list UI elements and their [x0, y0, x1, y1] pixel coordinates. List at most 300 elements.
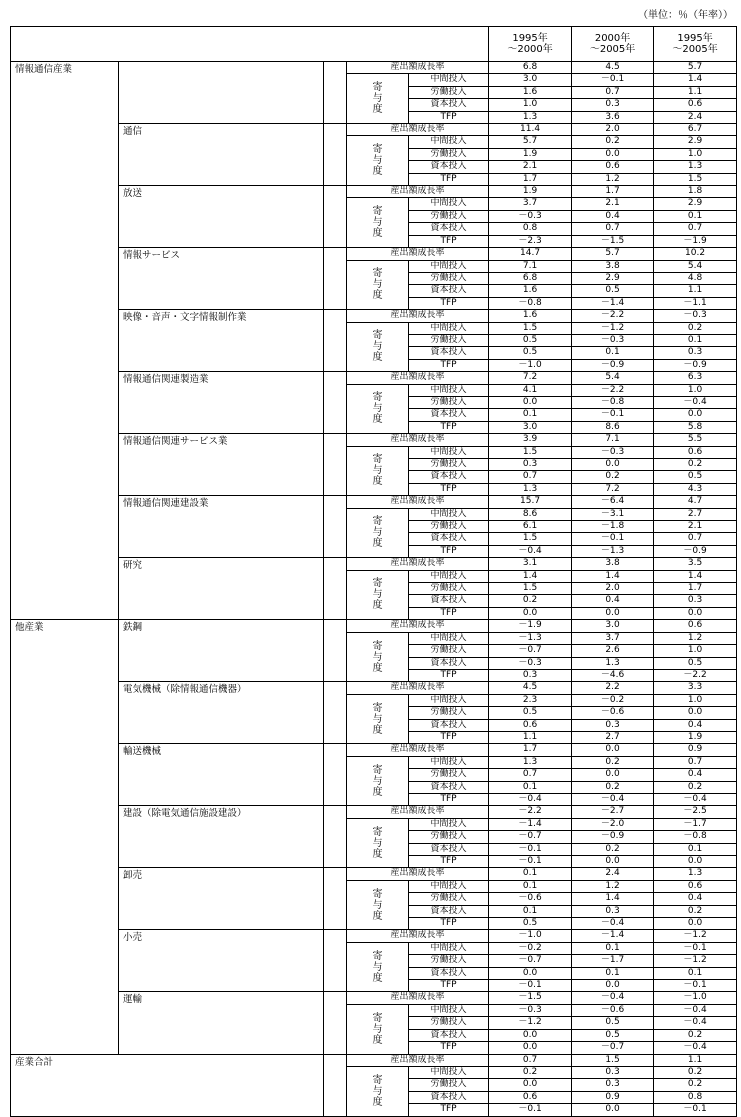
value-cell: －0.9 — [654, 359, 737, 371]
value-cell: 1.6 — [489, 86, 572, 98]
value-cell: 2.1 — [489, 161, 572, 173]
row-label-output-growth: 産出額成長率 — [347, 248, 489, 260]
row-label: 資本投入 — [409, 967, 489, 979]
contribution-label: 寄 与 度 — [347, 384, 409, 434]
value-cell: 0.2 — [489, 1066, 572, 1078]
value-cell: 0.1 — [572, 967, 654, 979]
row-label: TFP — [409, 918, 489, 930]
value-cell: 3.6 — [572, 111, 654, 123]
value-cell: 3.5 — [654, 558, 737, 570]
value-cell: －0.4 — [489, 793, 572, 805]
blank-cell — [324, 1054, 347, 1116]
value-cell: 2.0 — [572, 124, 654, 136]
value-cell: －1.7 — [654, 818, 737, 830]
value-cell: 0.7 — [489, 471, 572, 483]
row-label: 資本投入 — [409, 471, 489, 483]
value-cell: 0.0 — [572, 459, 654, 471]
value-cell: 1.3 — [489, 756, 572, 768]
row-label-output-growth: 産出額成長率 — [347, 620, 489, 632]
value-cell: 0.1 — [572, 347, 654, 359]
value-cell: 0.0 — [572, 980, 654, 992]
value-cell: －1.4 — [572, 930, 654, 942]
value-cell: 0.2 — [572, 843, 654, 855]
blank-cell — [324, 620, 347, 682]
row-label-output-growth: 産出額成長率 — [347, 744, 489, 756]
row-label: TFP — [409, 1104, 489, 1116]
value-cell: 3.0 — [572, 620, 654, 632]
row-label: 資本投入 — [409, 781, 489, 793]
value-cell: －1.5 — [489, 992, 572, 1004]
row-label: 資本投入 — [409, 347, 489, 359]
value-cell: 3.3 — [654, 682, 737, 694]
value-cell: 0.2 — [654, 322, 737, 334]
table-row-block-start — [11, 62, 737, 74]
row-label: 中間投入 — [409, 384, 489, 396]
contribution-label: 寄 与 度 — [347, 508, 409, 558]
value-cell: 0.5 — [489, 347, 572, 359]
value-cell: －1.2 — [654, 930, 737, 942]
contribution-label: 寄 与 度 — [347, 570, 409, 620]
row-label-output-growth: 産出額成長率 — [347, 62, 489, 74]
contribution-label: 寄 与 度 — [347, 1066, 409, 1116]
row-label: TFP — [409, 483, 489, 495]
value-cell: －0.4 — [572, 992, 654, 1004]
value-cell: 14.7 — [489, 248, 572, 260]
value-cell: －0.1 — [489, 843, 572, 855]
value-cell: 7.1 — [572, 434, 654, 446]
value-cell: 0.1 — [654, 334, 737, 346]
value-cell: 0.0 — [572, 769, 654, 781]
value-cell: 0.1 — [489, 905, 572, 917]
row-label: 労働投入 — [409, 459, 489, 471]
row-label: 労働投入 — [409, 148, 489, 160]
value-cell: 0.9 — [654, 744, 737, 756]
value-cell: 7.2 — [489, 372, 572, 384]
header-text: 1995年 ～2005年 — [672, 33, 718, 55]
row-label-output-growth: 産出額成長率 — [347, 372, 489, 384]
value-cell: 0.1 — [654, 843, 737, 855]
value-cell: 0.0 — [572, 744, 654, 756]
row-label: 中間投入 — [409, 198, 489, 210]
row-label: 労働投入 — [409, 86, 489, 98]
row-label: 資本投入 — [409, 99, 489, 111]
value-cell: 1.5 — [489, 533, 572, 545]
value-cell: 0.0 — [654, 856, 737, 868]
subcategory-cell: 通信 — [119, 124, 324, 186]
value-cell: 5.5 — [654, 434, 737, 446]
row-label-output-growth: 産出額成長率 — [347, 806, 489, 818]
value-cell: 2.4 — [654, 111, 737, 123]
value-cell: 0.0 — [572, 1104, 654, 1116]
value-cell: 1.3 — [654, 161, 737, 173]
value-cell: －4.6 — [572, 669, 654, 681]
value-cell: 5.4 — [654, 260, 737, 272]
value-cell: －2.2 — [654, 669, 737, 681]
value-cell: －0.1 — [489, 980, 572, 992]
value-cell: 0.8 — [489, 223, 572, 235]
value-cell: －0.3 — [489, 210, 572, 222]
value-cell: 0.5 — [654, 657, 737, 669]
value-cell: －0.1 — [489, 856, 572, 868]
row-label: TFP — [409, 1042, 489, 1054]
value-cell: －0.1 — [572, 74, 654, 86]
row-label: 資本投入 — [409, 843, 489, 855]
value-cell: 1.6 — [489, 310, 572, 322]
value-cell: 4.5 — [572, 62, 654, 74]
row-label: 中間投入 — [409, 508, 489, 520]
value-cell: －1.3 — [489, 632, 572, 644]
subcategory-cell: 研究 — [119, 558, 324, 620]
value-cell: －2.2 — [572, 310, 654, 322]
table-row-block-start — [11, 744, 737, 756]
value-cell: 0.6 — [654, 99, 737, 111]
value-cell: 0.7 — [572, 86, 654, 98]
value-cell: 2.7 — [572, 731, 654, 743]
row-label: 中間投入 — [409, 818, 489, 830]
header-period-1995-2000 — [489, 27, 572, 62]
value-cell: －0.4 — [654, 1017, 737, 1029]
row-label: 労働投入 — [409, 1017, 489, 1029]
value-cell: －3.1 — [572, 508, 654, 520]
value-cell: －0.4 — [654, 1042, 737, 1054]
value-cell: －0.1 — [572, 409, 654, 421]
value-cell: －0.4 — [489, 545, 572, 557]
row-label-output-growth: 産出額成長率 — [347, 310, 489, 322]
value-cell: －2.2 — [489, 806, 572, 818]
value-cell: 0.0 — [654, 707, 737, 719]
value-cell: 7.2 — [572, 483, 654, 495]
value-cell: －0.7 — [572, 1042, 654, 1054]
value-cell: 0.3 — [572, 1079, 654, 1091]
blank-cell — [324, 186, 347, 248]
header-text: 2000年 ～2005年 — [589, 33, 636, 55]
value-cell: －1.3 — [572, 545, 654, 557]
value-cell: 1.1 — [489, 731, 572, 743]
row-label: 中間投入 — [409, 694, 489, 706]
value-cell: 2.9 — [654, 198, 737, 210]
value-cell: 1.8 — [654, 186, 737, 198]
value-cell: 1.5 — [489, 446, 572, 458]
table-row-block-start — [11, 558, 737, 570]
value-cell: 5.4 — [572, 372, 654, 384]
value-cell: 4.5 — [489, 682, 572, 694]
contribution-label: 寄 与 度 — [347, 1004, 409, 1054]
value-cell: 0.0 — [489, 396, 572, 408]
value-cell: 0.6 — [654, 446, 737, 458]
value-cell: 1.4 — [489, 570, 572, 582]
subcategory-cell: 鉄鋼 — [119, 620, 324, 682]
row-label: TFP — [409, 359, 489, 371]
row-label-output-growth: 産出額成長率 — [347, 434, 489, 446]
row-label: TFP — [409, 545, 489, 557]
subcategory-cell: 情報通信関連サービス業 — [119, 434, 324, 496]
value-cell: 2.0 — [572, 583, 654, 595]
value-cell: 0.6 — [572, 161, 654, 173]
table-row-block-start — [11, 1054, 737, 1066]
table-row-block-start — [11, 186, 737, 198]
contribution-label: 寄 与 度 — [347, 942, 409, 992]
value-cell: 0.0 — [489, 1079, 572, 1091]
value-cell: 0.4 — [572, 210, 654, 222]
value-cell: －0.2 — [572, 694, 654, 706]
blank-cell — [324, 124, 347, 186]
value-cell: 0.4 — [654, 769, 737, 781]
row-label: 中間投入 — [409, 1066, 489, 1078]
subcategory-cell: 小売 — [119, 930, 324, 992]
row-label: 資本投入 — [409, 285, 489, 297]
value-cell: －0.6 — [489, 893, 572, 905]
table-row-block-start — [11, 496, 737, 508]
table-row-block-start — [11, 806, 737, 818]
value-cell: 7.1 — [489, 260, 572, 272]
contribution-label: 寄 与 度 — [347, 880, 409, 930]
value-cell: 8.6 — [572, 421, 654, 433]
value-cell: －0.9 — [572, 359, 654, 371]
value-cell: 0.2 — [572, 136, 654, 148]
value-cell: －0.1 — [489, 1104, 572, 1116]
value-cell: －2.2 — [572, 384, 654, 396]
row-label: TFP — [409, 669, 489, 681]
value-cell: －1.9 — [489, 620, 572, 632]
row-label: 労働投入 — [409, 707, 489, 719]
value-cell: 0.8 — [654, 1091, 737, 1103]
row-label: 資本投入 — [409, 657, 489, 669]
row-label: TFP — [409, 111, 489, 123]
header-row — [11, 27, 737, 62]
table-row-block-start — [11, 310, 737, 322]
value-cell: 2.1 — [572, 198, 654, 210]
value-cell: 0.3 — [489, 669, 572, 681]
row-label: 労働投入 — [409, 1079, 489, 1091]
value-cell: 1.3 — [489, 483, 572, 495]
row-label: 労働投入 — [409, 831, 489, 843]
value-cell: 2.9 — [572, 272, 654, 284]
contribution-label: 寄 与 度 — [347, 198, 409, 248]
value-cell: －2.3 — [489, 235, 572, 247]
value-cell: 0.5 — [572, 1017, 654, 1029]
row-label: 資本投入 — [409, 533, 489, 545]
value-cell: －0.9 — [572, 831, 654, 843]
row-label: 労働投入 — [409, 769, 489, 781]
value-cell: 0.7 — [489, 1054, 572, 1066]
contribution-label: 寄 与 度 — [347, 74, 409, 124]
table-row-block-start — [11, 248, 737, 260]
value-cell: 6.3 — [654, 372, 737, 384]
value-cell: 1.4 — [572, 570, 654, 582]
value-cell: 0.3 — [654, 595, 737, 607]
value-cell: －0.2 — [489, 942, 572, 954]
value-cell: 6.8 — [489, 272, 572, 284]
subcategory-cell: 卸売 — [119, 868, 324, 930]
value-cell: －1.1 — [654, 297, 737, 309]
value-cell: 2.2 — [572, 682, 654, 694]
row-label-output-growth: 産出額成長率 — [347, 496, 489, 508]
value-cell: 0.2 — [489, 595, 572, 607]
value-cell: 15.7 — [489, 496, 572, 508]
value-cell: 0.9 — [572, 1091, 654, 1103]
value-cell: 10.2 — [654, 248, 737, 260]
table-row-block-start — [11, 992, 737, 1004]
contribution-label: 寄 与 度 — [347, 632, 409, 682]
value-cell: －1.8 — [572, 521, 654, 533]
contribution-label: 寄 与 度 — [347, 322, 409, 372]
row-label-output-growth: 産出額成長率 — [347, 930, 489, 942]
value-cell: 0.1 — [654, 210, 737, 222]
value-cell: 0.7 — [654, 223, 737, 235]
value-cell: 1.3 — [489, 111, 572, 123]
value-cell: 1.7 — [489, 744, 572, 756]
row-label: 資本投入 — [409, 223, 489, 235]
value-cell: 3.0 — [489, 74, 572, 86]
value-cell: －0.8 — [654, 831, 737, 843]
value-cell: 4.1 — [489, 384, 572, 396]
value-cell: 1.2 — [654, 632, 737, 644]
subcategory-cell: 建設（除電気通信施設建設） — [119, 806, 324, 868]
row-label: 労働投入 — [409, 334, 489, 346]
header-period-2000-2005 — [572, 27, 654, 62]
table-row-block-start — [11, 682, 737, 694]
value-cell: 1.7 — [572, 186, 654, 198]
subcategory-cell: 輸送機械 — [119, 744, 324, 806]
value-cell: 1.9 — [489, 186, 572, 198]
row-label-output-growth: 産出額成長率 — [347, 124, 489, 136]
value-cell: 0.0 — [654, 409, 737, 421]
value-cell: 0.5 — [572, 285, 654, 297]
value-cell: 0.1 — [489, 781, 572, 793]
row-label-output-growth: 産出額成長率 — [347, 1054, 489, 1066]
value-cell: －0.1 — [572, 533, 654, 545]
value-cell: 5.7 — [654, 62, 737, 74]
row-label: 労働投入 — [409, 645, 489, 657]
row-label: 中間投入 — [409, 322, 489, 334]
value-cell: 0.6 — [654, 880, 737, 892]
row-label: 中間投入 — [409, 570, 489, 582]
unit-note: （単位：％（年率）） — [638, 10, 733, 21]
value-cell: 1.9 — [654, 731, 737, 743]
value-cell: 1.1 — [654, 285, 737, 297]
productivity-table — [10, 26, 737, 1117]
value-cell: 0.2 — [654, 1079, 737, 1091]
value-cell: －2.7 — [572, 806, 654, 818]
value-cell: 0.4 — [654, 893, 737, 905]
value-cell: 6.8 — [489, 62, 572, 74]
blank-cell — [324, 558, 347, 620]
value-cell: 0.4 — [572, 595, 654, 607]
blank-cell — [324, 992, 347, 1054]
value-cell: 0.0 — [572, 148, 654, 160]
value-cell: －1.7 — [572, 955, 654, 967]
value-cell: 1.2 — [572, 173, 654, 185]
value-cell: 0.3 — [489, 459, 572, 471]
row-label-output-growth: 産出額成長率 — [347, 682, 489, 694]
value-cell: 1.5 — [572, 1054, 654, 1066]
contribution-label: 寄 与 度 — [347, 818, 409, 868]
value-cell: 1.4 — [654, 570, 737, 582]
row-label: 労働投入 — [409, 893, 489, 905]
value-cell: －1.4 — [572, 297, 654, 309]
value-cell: 4.7 — [654, 496, 737, 508]
value-cell: 1.0 — [654, 645, 737, 657]
value-cell: 0.2 — [572, 756, 654, 768]
row-label: TFP — [409, 235, 489, 247]
value-cell: －0.4 — [572, 793, 654, 805]
value-cell: －0.6 — [572, 1004, 654, 1016]
value-cell: 1.2 — [572, 880, 654, 892]
value-cell: 5.7 — [572, 248, 654, 260]
row-label: 資本投入 — [409, 719, 489, 731]
value-cell: 1.0 — [654, 384, 737, 396]
value-cell: 5.7 — [489, 136, 572, 148]
value-cell: 0.3 — [572, 99, 654, 111]
value-cell: 1.5 — [489, 583, 572, 595]
value-cell: 2.4 — [572, 868, 654, 880]
row-label: 中間投入 — [409, 74, 489, 86]
row-label: 中間投入 — [409, 880, 489, 892]
value-cell: 2.7 — [654, 508, 737, 520]
value-cell: 1.1 — [654, 1054, 737, 1066]
blank-cell — [324, 868, 347, 930]
blank-cell — [324, 62, 347, 124]
row-label: 資本投入 — [409, 409, 489, 421]
value-cell: 0.5 — [572, 1029, 654, 1041]
value-cell: 3.1 — [489, 558, 572, 570]
value-cell: 0.1 — [654, 967, 737, 979]
row-label: 資本投入 — [409, 1029, 489, 1041]
blank-cell — [324, 434, 347, 496]
value-cell: 0.0 — [489, 607, 572, 619]
value-cell: 1.7 — [489, 173, 572, 185]
value-cell: 1.4 — [572, 893, 654, 905]
row-label: TFP — [409, 421, 489, 433]
value-cell: 0.0 — [489, 1029, 572, 1041]
row-label: TFP — [409, 731, 489, 743]
blank-cell — [324, 930, 347, 992]
value-cell: 0.7 — [489, 769, 572, 781]
value-cell: 6.7 — [654, 124, 737, 136]
value-cell: 1.0 — [654, 148, 737, 160]
category-cell: 他産業 — [11, 620, 119, 1054]
row-label: TFP — [409, 980, 489, 992]
value-cell: －0.6 — [572, 707, 654, 719]
table-row-block-start — [11, 868, 737, 880]
value-cell: 8.6 — [489, 508, 572, 520]
table-row-block-start — [11, 620, 737, 632]
blank-cell — [324, 310, 347, 372]
row-label: 労働投入 — [409, 272, 489, 284]
row-label: TFP — [409, 856, 489, 868]
value-cell: 3.8 — [572, 260, 654, 272]
value-cell: 0.5 — [489, 707, 572, 719]
header-period-1995-2005 — [654, 27, 737, 62]
row-label: 労働投入 — [409, 210, 489, 222]
value-cell: －0.9 — [654, 545, 737, 557]
value-cell: －0.1 — [654, 942, 737, 954]
value-cell: 0.1 — [572, 942, 654, 954]
value-cell: 0.1 — [489, 409, 572, 421]
row-label: 資本投入 — [409, 1091, 489, 1103]
value-cell: 3.7 — [572, 632, 654, 644]
subcategory-cell: 映像・音声・文字情報制作業 — [119, 310, 324, 372]
value-cell: 2.9 — [654, 136, 737, 148]
row-label-output-growth: 産出額成長率 — [347, 186, 489, 198]
value-cell: 0.3 — [572, 905, 654, 917]
row-label: TFP — [409, 607, 489, 619]
row-label: 中間投入 — [409, 632, 489, 644]
header-blank — [11, 27, 489, 62]
value-cell: 0.1 — [489, 880, 572, 892]
value-cell: 0.0 — [489, 1042, 572, 1054]
value-cell: 0.0 — [654, 607, 737, 619]
